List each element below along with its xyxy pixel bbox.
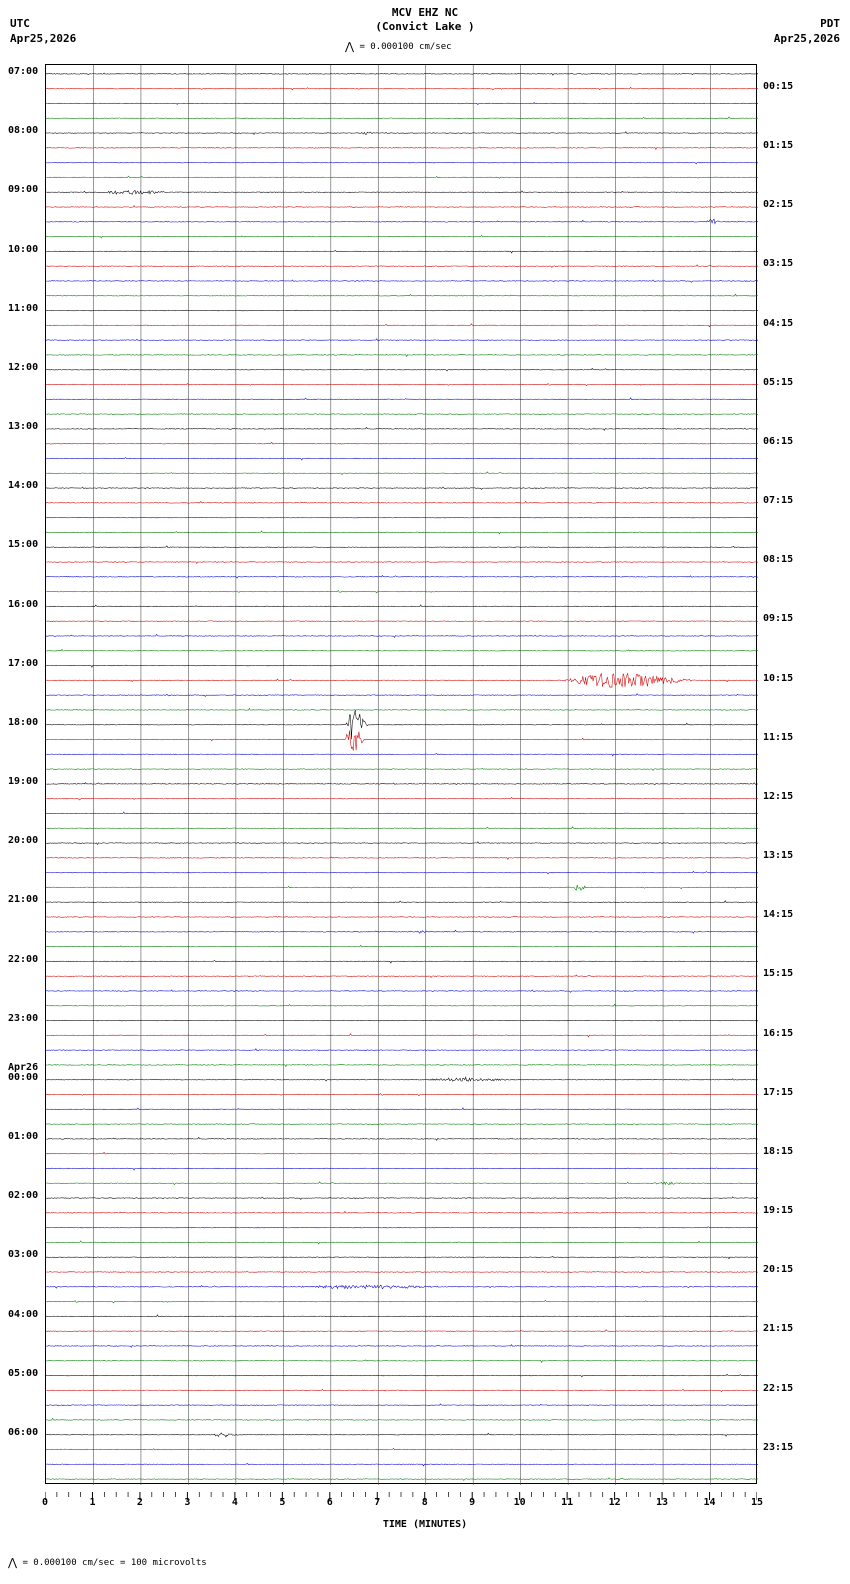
left-hour-label: 09:00: [8, 184, 39, 196]
x-tick-label: 12: [608, 1497, 621, 1508]
right-hour-label: 23:15: [763, 1441, 794, 1453]
right-hour-label: 08:15: [763, 554, 794, 566]
left-hour-label: 00:00: [8, 1071, 39, 1083]
left-hour-label: 01:00: [8, 1131, 39, 1143]
left-hour-label: 05:00: [8, 1367, 39, 1379]
left-hour-label: 04:00: [8, 1308, 39, 1320]
right-hour-label: 14:15: [763, 909, 794, 921]
left-hour-label: 14:00: [8, 480, 39, 492]
x-axis-title: TIME (MINUTES): [382, 1519, 468, 1530]
right-hour-label: 19:15: [763, 1205, 794, 1217]
footer-scale-text: = 0.000100 cm/sec = 100 microvolts: [22, 1558, 207, 1568]
right-hour-label: 20:15: [763, 1264, 794, 1276]
x-tick-label: 8: [421, 1497, 428, 1508]
site-title: (Convict Lake ): [375, 20, 475, 33]
left-hour-label: 07:00: [8, 66, 39, 78]
left-hour-label: 11:00: [8, 302, 39, 314]
date-label-utc: Apr25,2026: [10, 32, 77, 45]
left-hour-label: 03:00: [8, 1249, 39, 1261]
header-center: [0, 6, 850, 34]
x-tick-label: 5: [279, 1497, 286, 1508]
right-hour-label: 17:15: [763, 1086, 794, 1098]
left-hour-label: 21:00: [8, 894, 39, 906]
right-hour-label: 07:15: [763, 495, 794, 507]
date-label-pdt: Apr25,2026: [773, 32, 840, 45]
right-hour-label: 06:15: [763, 435, 794, 447]
left-hour-label: 12:00: [8, 361, 39, 373]
right-hour-label: 04:15: [763, 317, 794, 329]
x-tick-label: 0: [41, 1497, 49, 1508]
right-hour-label: 03:15: [763, 258, 794, 270]
right-hour-label: 13:15: [763, 850, 794, 862]
left-hour-label: 15:00: [8, 539, 39, 551]
header-right: [774, 16, 840, 46]
x-tick-label: 11: [561, 1497, 574, 1508]
footer-scale-icon: ⋀: [8, 1556, 18, 1569]
x-tick-label: 14: [703, 1497, 716, 1508]
right-hour-label: 22:15: [763, 1382, 794, 1394]
left-hour-label: 23:00: [8, 1012, 39, 1024]
scale-bar-icon: ⋀: [345, 40, 355, 53]
right-hour-label: 10:15: [763, 672, 794, 684]
right-hour-label: 01:15: [763, 140, 794, 152]
left-hour-label: 17:00: [8, 657, 39, 669]
station-title: MCV EHZ NC: [391, 6, 459, 19]
right-hour-label: 12:15: [763, 790, 794, 802]
x-tick-label: 13: [656, 1497, 669, 1508]
timezone-label-pdt: PDT: [820, 17, 840, 30]
right-hour-label: 05:15: [763, 376, 794, 388]
left-hour-label: 13:00: [8, 421, 39, 433]
x-tick-label: 7: [374, 1497, 381, 1508]
x-tick-label: 3: [184, 1497, 191, 1508]
right-hour-label: 02:15: [763, 199, 794, 211]
left-date-marker: Apr26: [8, 1061, 39, 1073]
right-hour-label: 09:15: [763, 613, 794, 625]
timezone-label-utc: UTC: [10, 17, 30, 30]
x-tick-label: 6: [326, 1497, 333, 1508]
x-tick-label: 4: [231, 1497, 238, 1508]
footer-scale: [8, 1556, 207, 1569]
left-hour-label: 19:00: [8, 776, 39, 788]
left-hour-label: 06:00: [8, 1426, 39, 1438]
left-hour-label: 02:00: [8, 1190, 39, 1202]
right-hour-label: 15:15: [763, 968, 794, 980]
x-tick-label: 10: [513, 1497, 526, 1508]
scale-reference-text: = 0.000100 cm/sec: [359, 42, 452, 52]
left-hour-label: 22:00: [8, 953, 39, 965]
left-hour-label: 16:00: [8, 598, 39, 610]
left-hour-label: 18:00: [8, 716, 39, 728]
x-axis: [41, 1487, 764, 1509]
helicorder-plot: [45, 64, 757, 1484]
right-hour-label: 11:15: [763, 731, 794, 743]
x-tick-label: 2: [136, 1497, 143, 1508]
scale-reference: [345, 40, 452, 53]
x-tick-label: 1: [89, 1497, 96, 1508]
left-hour-label: 08:00: [8, 125, 39, 137]
right-hour-label: 00:15: [763, 80, 794, 92]
left-hour-label: 20:00: [8, 835, 39, 847]
right-hour-label: 21:15: [763, 1323, 794, 1335]
right-hour-label: 18:15: [763, 1145, 794, 1157]
x-tick-label: 9: [469, 1497, 476, 1508]
x-tick-label: 15: [750, 1497, 764, 1508]
left-hour-label: 10:00: [8, 243, 39, 255]
right-hour-label: 16:15: [763, 1027, 794, 1039]
